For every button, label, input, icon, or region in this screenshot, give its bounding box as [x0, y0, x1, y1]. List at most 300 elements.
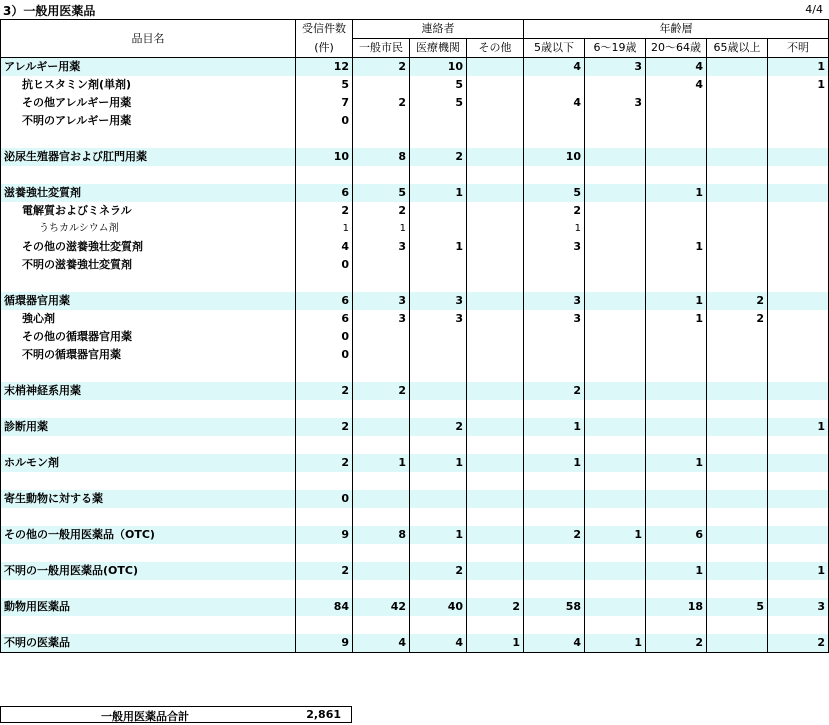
value-cell: [410, 616, 467, 634]
table-row: [1, 256, 829, 274]
value-cell: [707, 400, 768, 418]
drug-table: [0, 19, 829, 653]
value-cell: [646, 490, 707, 508]
item-name-cell: 滋養強壮変質剤: [1, 184, 296, 202]
value-cell-unknown: 1: [768, 562, 829, 580]
value-cell: 6: [646, 526, 707, 544]
value-cell: [585, 256, 646, 274]
value-cell: 2: [296, 454, 353, 472]
value-cell: [467, 274, 524, 292]
item-name-cell: [1, 508, 296, 526]
value-cell: [707, 220, 768, 238]
value-cell: 4: [524, 94, 585, 112]
value-cell-unknown: [768, 310, 829, 328]
item-name-cell: 診断用薬: [1, 418, 296, 436]
value-cell: 3: [353, 238, 410, 256]
value-cell: [467, 382, 524, 400]
value-cell: [467, 436, 524, 454]
value-cell: [467, 328, 524, 346]
value-cell: [524, 490, 585, 508]
value-cell: [353, 490, 410, 508]
value-cell: 4: [646, 58, 707, 77]
value-cell: [467, 472, 524, 490]
value-cell: [296, 436, 353, 454]
value-cell: 2: [467, 598, 524, 616]
value-cell: 9: [296, 634, 353, 653]
value-cell: 1: [410, 184, 467, 202]
value-cell-unknown: [768, 382, 829, 400]
value-cell: [646, 616, 707, 634]
value-cell: 4: [410, 634, 467, 653]
value-cell-unknown: [768, 364, 829, 382]
value-cell: 1: [410, 454, 467, 472]
value-cell: [646, 202, 707, 220]
value-cell: [467, 112, 524, 130]
table-row: [1, 58, 829, 77]
value-cell: 2: [646, 634, 707, 653]
value-cell: 3: [353, 310, 410, 328]
value-cell: [585, 130, 646, 148]
value-cell: [353, 274, 410, 292]
page-number: 4/4: [805, 3, 823, 16]
value-cell: [410, 400, 467, 418]
value-cell: 6: [296, 292, 353, 310]
value-cell: [646, 436, 707, 454]
item-name-cell: 強心剤: [1, 310, 296, 328]
value-cell: [646, 508, 707, 526]
table-row: [1, 634, 829, 653]
spacer-row: [1, 436, 829, 454]
spacer-row: [1, 130, 829, 148]
item-name-cell: 不明の一般用医薬品(OTC): [1, 562, 296, 580]
value-cell: 2: [410, 562, 467, 580]
value-cell: [524, 508, 585, 526]
value-cell: [353, 328, 410, 346]
value-cell-unknown: [768, 580, 829, 598]
value-cell: 2: [410, 148, 467, 166]
value-cell: [410, 508, 467, 526]
header-age-20-64: 20～64歳: [646, 39, 707, 58]
item-name-cell: [1, 436, 296, 454]
value-cell-unknown: 3: [768, 598, 829, 616]
header-age-65plus: 65歳以上: [707, 39, 768, 58]
value-cell-unknown: [768, 166, 829, 184]
value-cell: [646, 166, 707, 184]
value-cell: 1: [353, 220, 410, 238]
table-row: [1, 454, 829, 472]
value-cell: [707, 418, 768, 436]
value-cell: [524, 130, 585, 148]
value-cell: [353, 166, 410, 184]
value-cell: [646, 130, 707, 148]
spacer-row: [1, 616, 829, 634]
value-cell: 4: [646, 76, 707, 94]
value-cell-unknown: [768, 328, 829, 346]
item-name-cell: 不明のアレルギー用薬: [1, 112, 296, 130]
header-contact-medical: 医療機関: [410, 39, 467, 58]
page-title: 3）一般用医薬品: [3, 4, 96, 18]
item-name-cell: [1, 580, 296, 598]
value-cell: 4: [296, 238, 353, 256]
value-cell: [524, 616, 585, 634]
value-cell: 2: [524, 526, 585, 544]
value-cell-unknown: 1: [768, 58, 829, 77]
value-cell: [467, 418, 524, 436]
value-cell-unknown: [768, 472, 829, 490]
value-cell-unknown: [768, 148, 829, 166]
value-cell: [585, 544, 646, 562]
value-cell: [646, 148, 707, 166]
value-cell: [646, 418, 707, 436]
value-cell: [585, 220, 646, 238]
table-row: [1, 184, 829, 202]
header-contacts: 連絡者: [353, 20, 524, 39]
value-cell: [707, 76, 768, 94]
item-name-cell: 寄生動物に対する薬: [1, 490, 296, 508]
value-cell: 3: [353, 292, 410, 310]
header-received-count: 受信件数: [296, 20, 353, 39]
value-cell: [707, 634, 768, 653]
value-cell: [467, 94, 524, 112]
value-cell: 2: [524, 382, 585, 400]
value-cell: [585, 346, 646, 364]
value-cell: 3: [410, 310, 467, 328]
value-cell: [467, 562, 524, 580]
value-cell: [524, 166, 585, 184]
value-cell: 12: [296, 58, 353, 77]
value-cell: [467, 580, 524, 598]
spacer-row: [1, 166, 829, 184]
value-cell: 3: [585, 58, 646, 77]
value-cell: [585, 508, 646, 526]
item-name-cell: [1, 166, 296, 184]
value-cell: [585, 238, 646, 256]
value-cell: [296, 166, 353, 184]
value-cell-unknown: [768, 454, 829, 472]
value-cell: [467, 454, 524, 472]
item-name-cell: 電解質およびミネラル: [1, 202, 296, 220]
item-name-cell: うちカルシウム剤: [1, 220, 296, 238]
value-cell: 1: [524, 418, 585, 436]
value-cell: 3: [585, 94, 646, 112]
value-cell: [524, 256, 585, 274]
value-cell: [353, 616, 410, 634]
value-cell: 18: [646, 598, 707, 616]
item-name-cell: [1, 616, 296, 634]
total-value: 2,861: [306, 708, 341, 721]
value-cell: 6: [296, 310, 353, 328]
value-cell: 10: [410, 58, 467, 77]
value-cell: [524, 580, 585, 598]
value-cell-unknown: [768, 256, 829, 274]
value-cell: [585, 292, 646, 310]
value-cell: [707, 58, 768, 77]
value-cell: 4: [524, 58, 585, 77]
item-name-cell: [1, 364, 296, 382]
value-cell: [467, 202, 524, 220]
value-cell-unknown: 2: [768, 634, 829, 653]
value-cell: 3: [410, 292, 467, 310]
table-row: [1, 94, 829, 112]
value-cell: 1: [646, 310, 707, 328]
table-row: [1, 418, 829, 436]
value-cell: [646, 400, 707, 418]
value-cell: [707, 454, 768, 472]
value-cell: [353, 112, 410, 130]
value-cell: [353, 562, 410, 580]
value-cell: 1: [646, 184, 707, 202]
value-cell: 0: [296, 328, 353, 346]
value-cell: [585, 562, 646, 580]
value-cell: [585, 202, 646, 220]
table-row: [1, 346, 829, 364]
value-cell: [353, 400, 410, 418]
value-cell: [353, 346, 410, 364]
value-cell: [410, 220, 467, 238]
value-cell: [467, 526, 524, 544]
header-age-6-19: 6～19歳: [585, 39, 646, 58]
value-cell-unknown: [768, 202, 829, 220]
value-cell: [353, 436, 410, 454]
value-cell: 2: [353, 202, 410, 220]
value-cell: [707, 202, 768, 220]
value-cell: [585, 274, 646, 292]
value-cell: [646, 472, 707, 490]
value-cell: 2: [707, 292, 768, 310]
value-cell: [585, 310, 646, 328]
value-cell: [353, 544, 410, 562]
value-cell: [707, 616, 768, 634]
value-cell: [707, 274, 768, 292]
value-cell: [410, 364, 467, 382]
value-cell-unknown: [768, 544, 829, 562]
value-cell-unknown: [768, 130, 829, 148]
table-row: [1, 220, 829, 238]
value-cell: 8: [353, 526, 410, 544]
value-cell: 1: [410, 238, 467, 256]
value-cell-unknown: [768, 220, 829, 238]
value-cell: [707, 472, 768, 490]
spacer-row: [1, 364, 829, 382]
value-cell: 1: [646, 292, 707, 310]
value-cell: [707, 562, 768, 580]
spacer-row: [1, 580, 829, 598]
value-cell: [707, 166, 768, 184]
value-cell: [646, 94, 707, 112]
value-cell: 0: [296, 490, 353, 508]
value-cell: 5: [707, 598, 768, 616]
value-cell: [585, 472, 646, 490]
table-row: [1, 310, 829, 328]
spacer-row: [1, 400, 829, 418]
header-contact-public: 一般市民: [353, 39, 410, 58]
value-cell: 1: [524, 220, 585, 238]
value-cell: [524, 436, 585, 454]
table-row: [1, 598, 829, 616]
value-cell: 5: [410, 94, 467, 112]
value-cell: [410, 202, 467, 220]
value-cell: [585, 148, 646, 166]
value-cell: [585, 400, 646, 418]
value-cell: 1: [353, 454, 410, 472]
value-cell-unknown: [768, 238, 829, 256]
value-cell: [585, 166, 646, 184]
value-cell: 0: [296, 112, 353, 130]
value-cell: 2: [353, 58, 410, 77]
table-row: [1, 526, 829, 544]
value-cell: [410, 490, 467, 508]
value-cell: [707, 184, 768, 202]
value-cell: 3: [524, 292, 585, 310]
value-cell: [707, 508, 768, 526]
value-cell: [646, 112, 707, 130]
item-name-cell: アレルギー用薬: [1, 58, 296, 77]
value-cell: [585, 112, 646, 130]
value-cell: [410, 112, 467, 130]
spacer-row: [1, 508, 829, 526]
header-contact-other: その他: [467, 39, 524, 58]
value-cell: 2: [353, 382, 410, 400]
value-cell: [707, 112, 768, 130]
value-cell: [353, 76, 410, 94]
value-cell: [524, 364, 585, 382]
table-row: [1, 292, 829, 310]
item-name-cell: ホルモン剤: [1, 454, 296, 472]
table-body: [1, 58, 829, 653]
value-cell: [296, 472, 353, 490]
value-cell: [524, 346, 585, 364]
value-cell: [585, 184, 646, 202]
value-cell: [467, 310, 524, 328]
value-cell: 4: [524, 634, 585, 653]
value-cell: [296, 508, 353, 526]
value-cell: [467, 220, 524, 238]
value-cell: [707, 526, 768, 544]
value-cell-unknown: [768, 94, 829, 112]
value-cell-unknown: 1: [768, 418, 829, 436]
value-cell: 2: [353, 94, 410, 112]
value-cell: 1: [410, 526, 467, 544]
table-row: [1, 148, 829, 166]
value-cell-unknown: [768, 526, 829, 544]
value-cell: [353, 256, 410, 274]
value-cell: [467, 76, 524, 94]
value-cell: 0: [296, 346, 353, 364]
value-cell-unknown: [768, 490, 829, 508]
value-cell: [707, 544, 768, 562]
value-cell: [585, 454, 646, 472]
value-cell: 2: [524, 202, 585, 220]
item-name-cell: 抗ヒスタミン剤(単剤): [1, 76, 296, 94]
item-name-cell: その他の循環器官用薬: [1, 328, 296, 346]
value-cell: [524, 112, 585, 130]
value-cell: [646, 580, 707, 598]
value-cell: [646, 364, 707, 382]
value-cell: [353, 508, 410, 526]
value-cell: [467, 238, 524, 256]
value-cell: [524, 328, 585, 346]
value-cell: [467, 166, 524, 184]
value-cell: 3: [524, 310, 585, 328]
value-cell-unknown: [768, 616, 829, 634]
value-cell: [467, 256, 524, 274]
value-cell: [353, 364, 410, 382]
item-name-cell: 不明の循環器官用薬: [1, 346, 296, 364]
header-age-unknown: 不明: [768, 39, 829, 58]
table-row: [1, 76, 829, 94]
value-cell: [410, 544, 467, 562]
value-cell: [646, 220, 707, 238]
value-cell: [467, 490, 524, 508]
value-cell: [353, 472, 410, 490]
item-name-cell: [1, 400, 296, 418]
value-cell: 8: [353, 148, 410, 166]
value-cell: [585, 364, 646, 382]
value-cell: [707, 490, 768, 508]
value-cell: [585, 616, 646, 634]
value-cell: 1: [296, 220, 353, 238]
table-row: [1, 490, 829, 508]
value-cell: [646, 328, 707, 346]
value-cell: [585, 418, 646, 436]
item-name-cell: [1, 544, 296, 562]
value-cell: [524, 562, 585, 580]
value-cell: [707, 328, 768, 346]
value-cell-unknown: [768, 112, 829, 130]
value-cell: 42: [353, 598, 410, 616]
value-cell: 6: [296, 184, 353, 202]
value-cell: [467, 130, 524, 148]
value-cell: [296, 364, 353, 382]
value-cell: [524, 544, 585, 562]
header-item-name: 品目名: [1, 20, 296, 58]
value-cell: 3: [524, 238, 585, 256]
header-unit: (件): [296, 39, 353, 58]
value-cell: [467, 58, 524, 77]
value-cell: [585, 328, 646, 346]
value-cell: [467, 148, 524, 166]
value-cell: [296, 274, 353, 292]
table-row: [1, 112, 829, 130]
spacer-row: [1, 274, 829, 292]
value-cell-unknown: 1: [768, 76, 829, 94]
value-cell: [585, 382, 646, 400]
value-cell: [707, 94, 768, 112]
item-name-cell: 循環器官用薬: [1, 292, 296, 310]
value-cell: [707, 238, 768, 256]
spacer-row: [1, 472, 829, 490]
value-cell: 2: [296, 202, 353, 220]
value-cell: [646, 274, 707, 292]
table-row: [1, 382, 829, 400]
value-cell: [707, 148, 768, 166]
value-cell: [353, 130, 410, 148]
item-name-cell: 動物用医薬品: [1, 598, 296, 616]
value-cell: 1: [646, 562, 707, 580]
value-cell: [585, 436, 646, 454]
value-cell: [524, 400, 585, 418]
value-cell: [524, 472, 585, 490]
value-cell: [410, 382, 467, 400]
value-cell: 1: [524, 454, 585, 472]
value-cell: [353, 418, 410, 436]
header-age-under5: 5歳以下: [524, 39, 585, 58]
value-cell-unknown: [768, 274, 829, 292]
value-cell: 1: [467, 634, 524, 653]
value-cell: [467, 292, 524, 310]
value-cell: [410, 166, 467, 184]
value-cell: [707, 256, 768, 274]
